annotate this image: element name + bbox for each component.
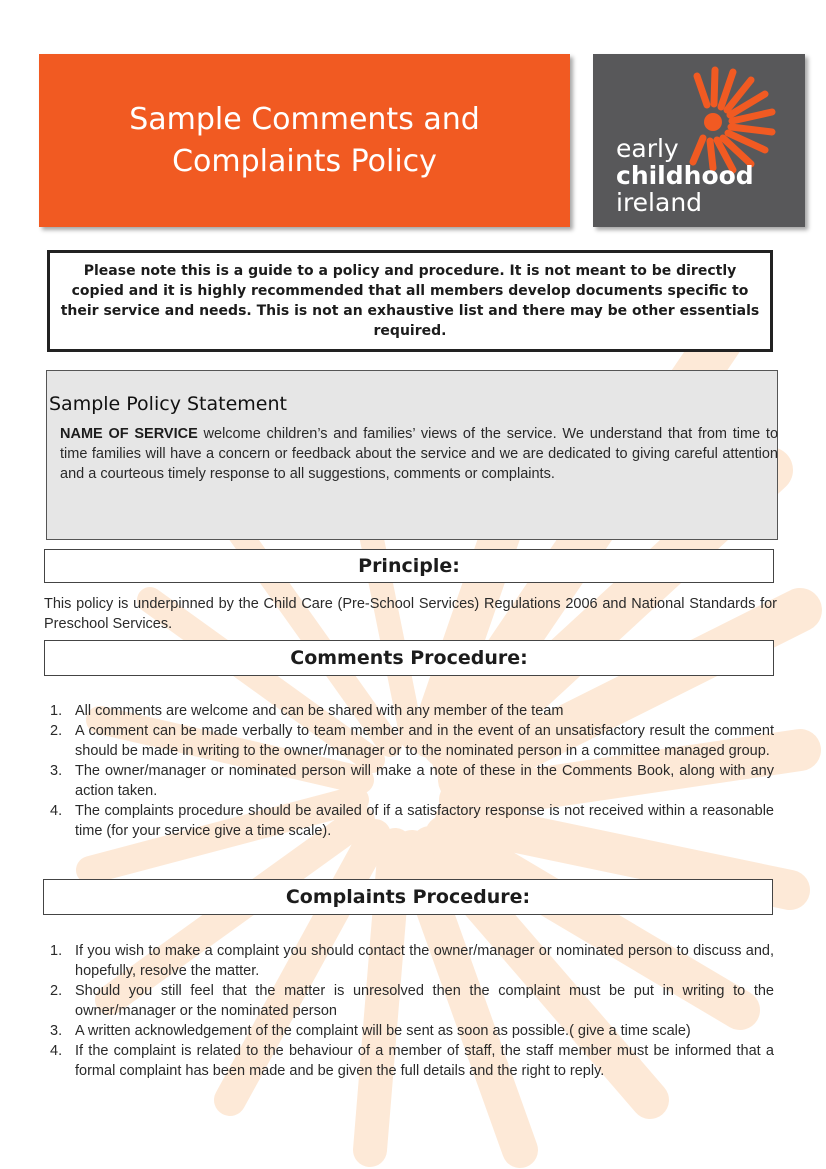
statement-heading: Sample Policy Statement [49, 393, 287, 415]
logo-panel [593, 54, 805, 227]
list-item [44, 701, 774, 721]
list-number: 2. [50, 723, 63, 739]
list-item [44, 1021, 774, 1041]
list-number: 2. [50, 983, 63, 999]
list-number: 1. [50, 703, 63, 719]
principle-text: This policy is underpinned by the Child Care (Pre-School Services) Regulations 2006 and National Standards for Preschool Services. [44, 596, 777, 632]
guidance-notice [47, 250, 773, 352]
list-number: 3. [50, 763, 63, 779]
logo-text-ireland: ireland [616, 188, 703, 217]
comments-heading-box [44, 640, 774, 676]
title-banner [39, 54, 570, 227]
statement-body [60, 424, 778, 484]
list-item [44, 1041, 774, 1081]
service-name-placeholder: NAME OF SERVICE [60, 426, 198, 442]
logo-text-childhood: childhood [616, 161, 754, 190]
principle-heading-box [44, 549, 774, 583]
sunburst-logo-icon [675, 64, 787, 174]
comments-heading: Comments Procedure: [290, 647, 528, 669]
list-item-text: Should you still feel that the matter is unresolved then the complaint must be put in writing to the owner/manager or the nominated person [75, 983, 774, 1019]
logo-text-early: early [616, 134, 679, 163]
list-item [44, 721, 774, 761]
list-number: 4. [50, 1043, 63, 1059]
complaints-procedure-list [44, 941, 774, 1081]
list-item [44, 801, 774, 841]
list-number: 1. [50, 943, 63, 959]
complaints-heading-box [43, 879, 773, 915]
complaints-heading: Complaints Procedure: [285, 886, 531, 908]
list-item-text: The complaints procedure should be availed of if a satisfactory response is not received within a reasonable time (for your service give a time scale). [75, 803, 774, 839]
statement-text: welcome children’s and families’ views of the service. We understand that from time to time families will have a concern or feedback about the service and we are dedicated to giving careful attention and a courteous timely response to all suggestions, comments or complaints. [60, 426, 779, 482]
list-item [44, 981, 774, 1021]
list-item-text: If the complaint is related to the behaviour of a member of staff, the staff member must be informed that a formal complaint has been made and be given the full details and the right to reply. [75, 1043, 774, 1079]
list-item-text: A written acknowledgement of the complaint will be sent as soon as possible.( give a time scale) [75, 1023, 691, 1039]
list-number: 3. [50, 1023, 63, 1039]
list-item-text: A comment can be made verbally to team member and in the event of an unsatisfactory result the comment should be made in writing to the owner/manager or to the nominated person in a committee managed group. [75, 723, 774, 759]
document-title: Sample Comments and Complaints Policy [129, 101, 480, 179]
list-item [44, 941, 774, 981]
list-item-text: The owner/manager or nominated person will make a note of these in the Comments Book, along with any action taken. [75, 763, 774, 799]
list-item [44, 761, 774, 801]
list-number: 4. [50, 803, 63, 819]
comments-procedure-list [44, 701, 774, 841]
policy-statement-box [46, 370, 778, 540]
list-item-text: All comments are welcome and can be shared with any member of the team [75, 703, 564, 719]
notice-text: Please note this is a guide to a policy and procedure. It is not meant to be directly copied and it is highly recommended that all members develop documents specific to their service and needs. This is not an exhaustive list and there may be other essentials required. [60, 263, 760, 339]
list-item-text: If you wish to make a complaint you should contact the owner/manager or nominated person to discuss and, hopefully, resolve the matter. [75, 943, 774, 979]
principle-heading: Principle: [358, 555, 460, 577]
